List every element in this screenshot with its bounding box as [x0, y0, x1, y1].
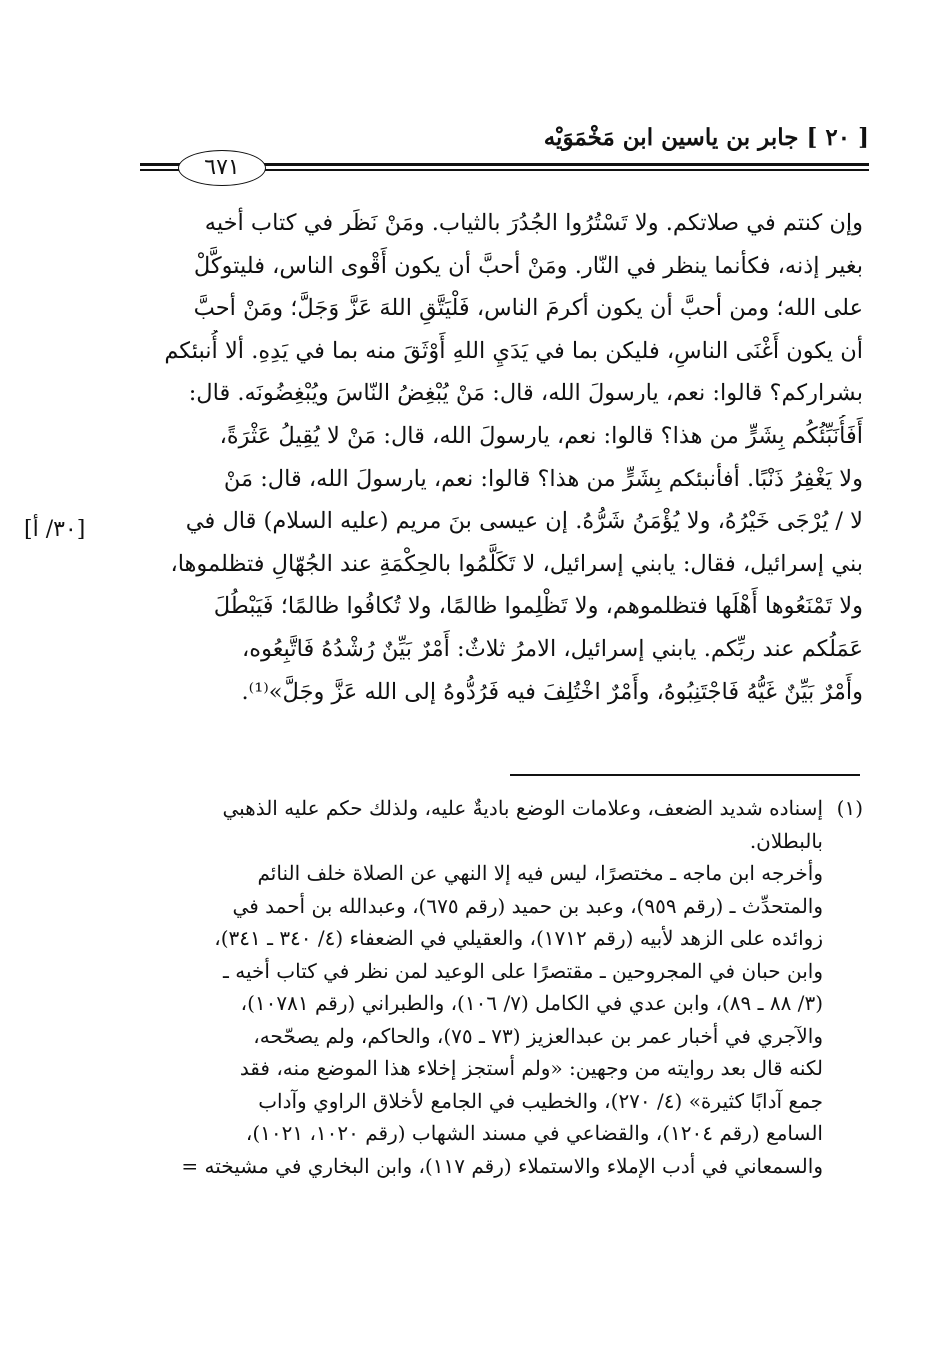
footnote-line: السامع (رقم ١٢٠٤)، والقضاعي في مسند الشهاب (رقم ١٠٢٠، ١٠٢١)،: [245, 1121, 823, 1145]
footnote-line: جمع آدابًا كثيرة» (٤/ ٢٧٠)، والخطيب في الجامع لأخلاق الراوي وآداب: [258, 1088, 823, 1113]
text-line: بني إسرائيل، فقال: يابني إسرائيل، لا تَكَلَّمُوا بالحِكْمَةِ عند الجُهّالِ فتظلموها،: [170, 550, 863, 577]
text-line: عَمَلُكم عند ربِّكم. يابني إسرائيل، الامرُ ثلاثٌ: أَمْرٌ بَيِّنٌ رُشْدُهُ فَاتَّبِعُوه،: [242, 635, 863, 662]
footnote-line: (٣/ ٨٨ ـ ٨٩)، وابن عدي في الكامل (٧/ ١٠٦)، والطبراني (رقم ١٠٧٨١)،: [240, 991, 823, 1015]
text-line: لا / يُرْجَى خَيْرُهُ، ولا يُؤْمَنُ شَرُّهُ. إن عيسى بنَ مريم (عليه السلام) قال في: [185, 508, 863, 535]
footnote-line: والآجري في أخبار عمر بن عبدالعزيز (٧٣ ـ ٧٥)، والحاكم، ولم يصحّحه،: [253, 1023, 823, 1048]
footnote-line: وأخرجه ابن ماجه ـ مختصرًا، ليس فيه إلا النهي عن الصلاة خلف النائم: [257, 861, 823, 885]
text-line: وأَمْرٌ بَيِّنٌ غَيُّهُ فَاجْتَنِبُوهُ، وأَمْرٌ اخْتُلِفَ فيه فَرُدُّوهُ إلى الله عَزَّ وجَلَّ»⁽¹⁾.: [241, 678, 863, 705]
footnote-line: وابن حبان في المجروحين ـ مقتصرًا على الوعيد لمن نظر في كتاب أخيه ـ: [223, 958, 823, 983]
running-header-title: [ ٢٠ ] جابر بن ياسين ابن مَخْمَوَيْه: [543, 124, 869, 151]
main-text: [160, 202, 863, 713]
footnote-line: زوائده على الزهد لأبيه (رقم ١٧١٢)، والعقيلي في الضعفاء (٤/ ٣٤٠ ـ ٣٤١)،: [214, 926, 823, 950]
text-line: ولا يَغْفِرُ ذَنْبًا. أفأنبئكم بِشَرٍّ من هذا؟ قالوا: نعم، يارسولَ الله، قال: مَنْ: [223, 465, 863, 492]
footnote-separator: [510, 774, 860, 776]
text-line: بشراركم؟ قالوا: نعم، يارسولَ الله، قال: مَنْ يُبْغِضُ النّاسَ ويُبْغِضُونَه. قال:: [188, 380, 863, 407]
footnote-line: والمتحدِّث ـ (رقم ٩٥٩)، وعبد بن حميد (رقم ٦٧٥)، وعبدالله بن أحمد في: [232, 893, 823, 918]
footnote-line: [130, 792, 863, 825]
footnote-line: لكنه قال بعد روايته من وجهين: «ولم أستجز إخلاء هذا الموضع منه، فقد: [239, 1056, 823, 1080]
page-number-oval: ٦٧١: [178, 150, 266, 186]
text-line: أَفَأُنَبِّئُكُم بِشَرٍّ من هذا؟ قالوا: نعم، يارسولَ الله، قال: مَنْ لا يُقِيلُ عَثْرَةً،: [219, 422, 863, 449]
footnote-marker: (١): [836, 796, 863, 820]
text-line: وإن كنتم في صلاتكم. ولا تَسْتُرُوا الجُدُرَ بالثياب. ومَنْ نَظَر في كتاب أخيه: [204, 210, 863, 236]
text-line: بغير إذنه، فكأنما ينظر في النّار. ومَنْ أحبَّ أن يكون أَقْوى الناس، فليتوكَّلْ: [193, 252, 863, 279]
text-line: أن يكون أَغْنَى الناسِ، فليكن بما في يَدَيِ اللهِ أَوْثَقَ منه بما في يَدِهِ. ألا أُنبئكم: [164, 337, 863, 364]
footnote-text: إسناده شديد الضعف، وعلامات الوضع باديةٌ عليه، ولذلك حكم عليه الذهبي: [222, 796, 823, 820]
footnote-line: بالبطلان.: [749, 828, 823, 853]
text-line: على الله؛ ومن أحبَّ أن يكون أكرمَ الناس، فَلْيَتَّقِ اللهَ عَزَّ وَجَلَّ؛ ومَنْ أحبَّ: [193, 295, 863, 322]
manuscript-folio-marker: [٣٠/ أ]: [24, 517, 86, 542]
footnotes: [130, 792, 863, 1182]
footnote-line: والسمعاني في أدب الإملاء والاستملاء (رقم ١١٧)، وابن البخاري في مشيخته =: [181, 1153, 823, 1178]
text-line: ولا تَمْنَعُوها أَهْلَها فتظلموهم، ولا تَظْلِموا ظالمًا، ولا تُكافُوا ظالمًا؛ فَيَبْطُلَ: [213, 593, 863, 620]
